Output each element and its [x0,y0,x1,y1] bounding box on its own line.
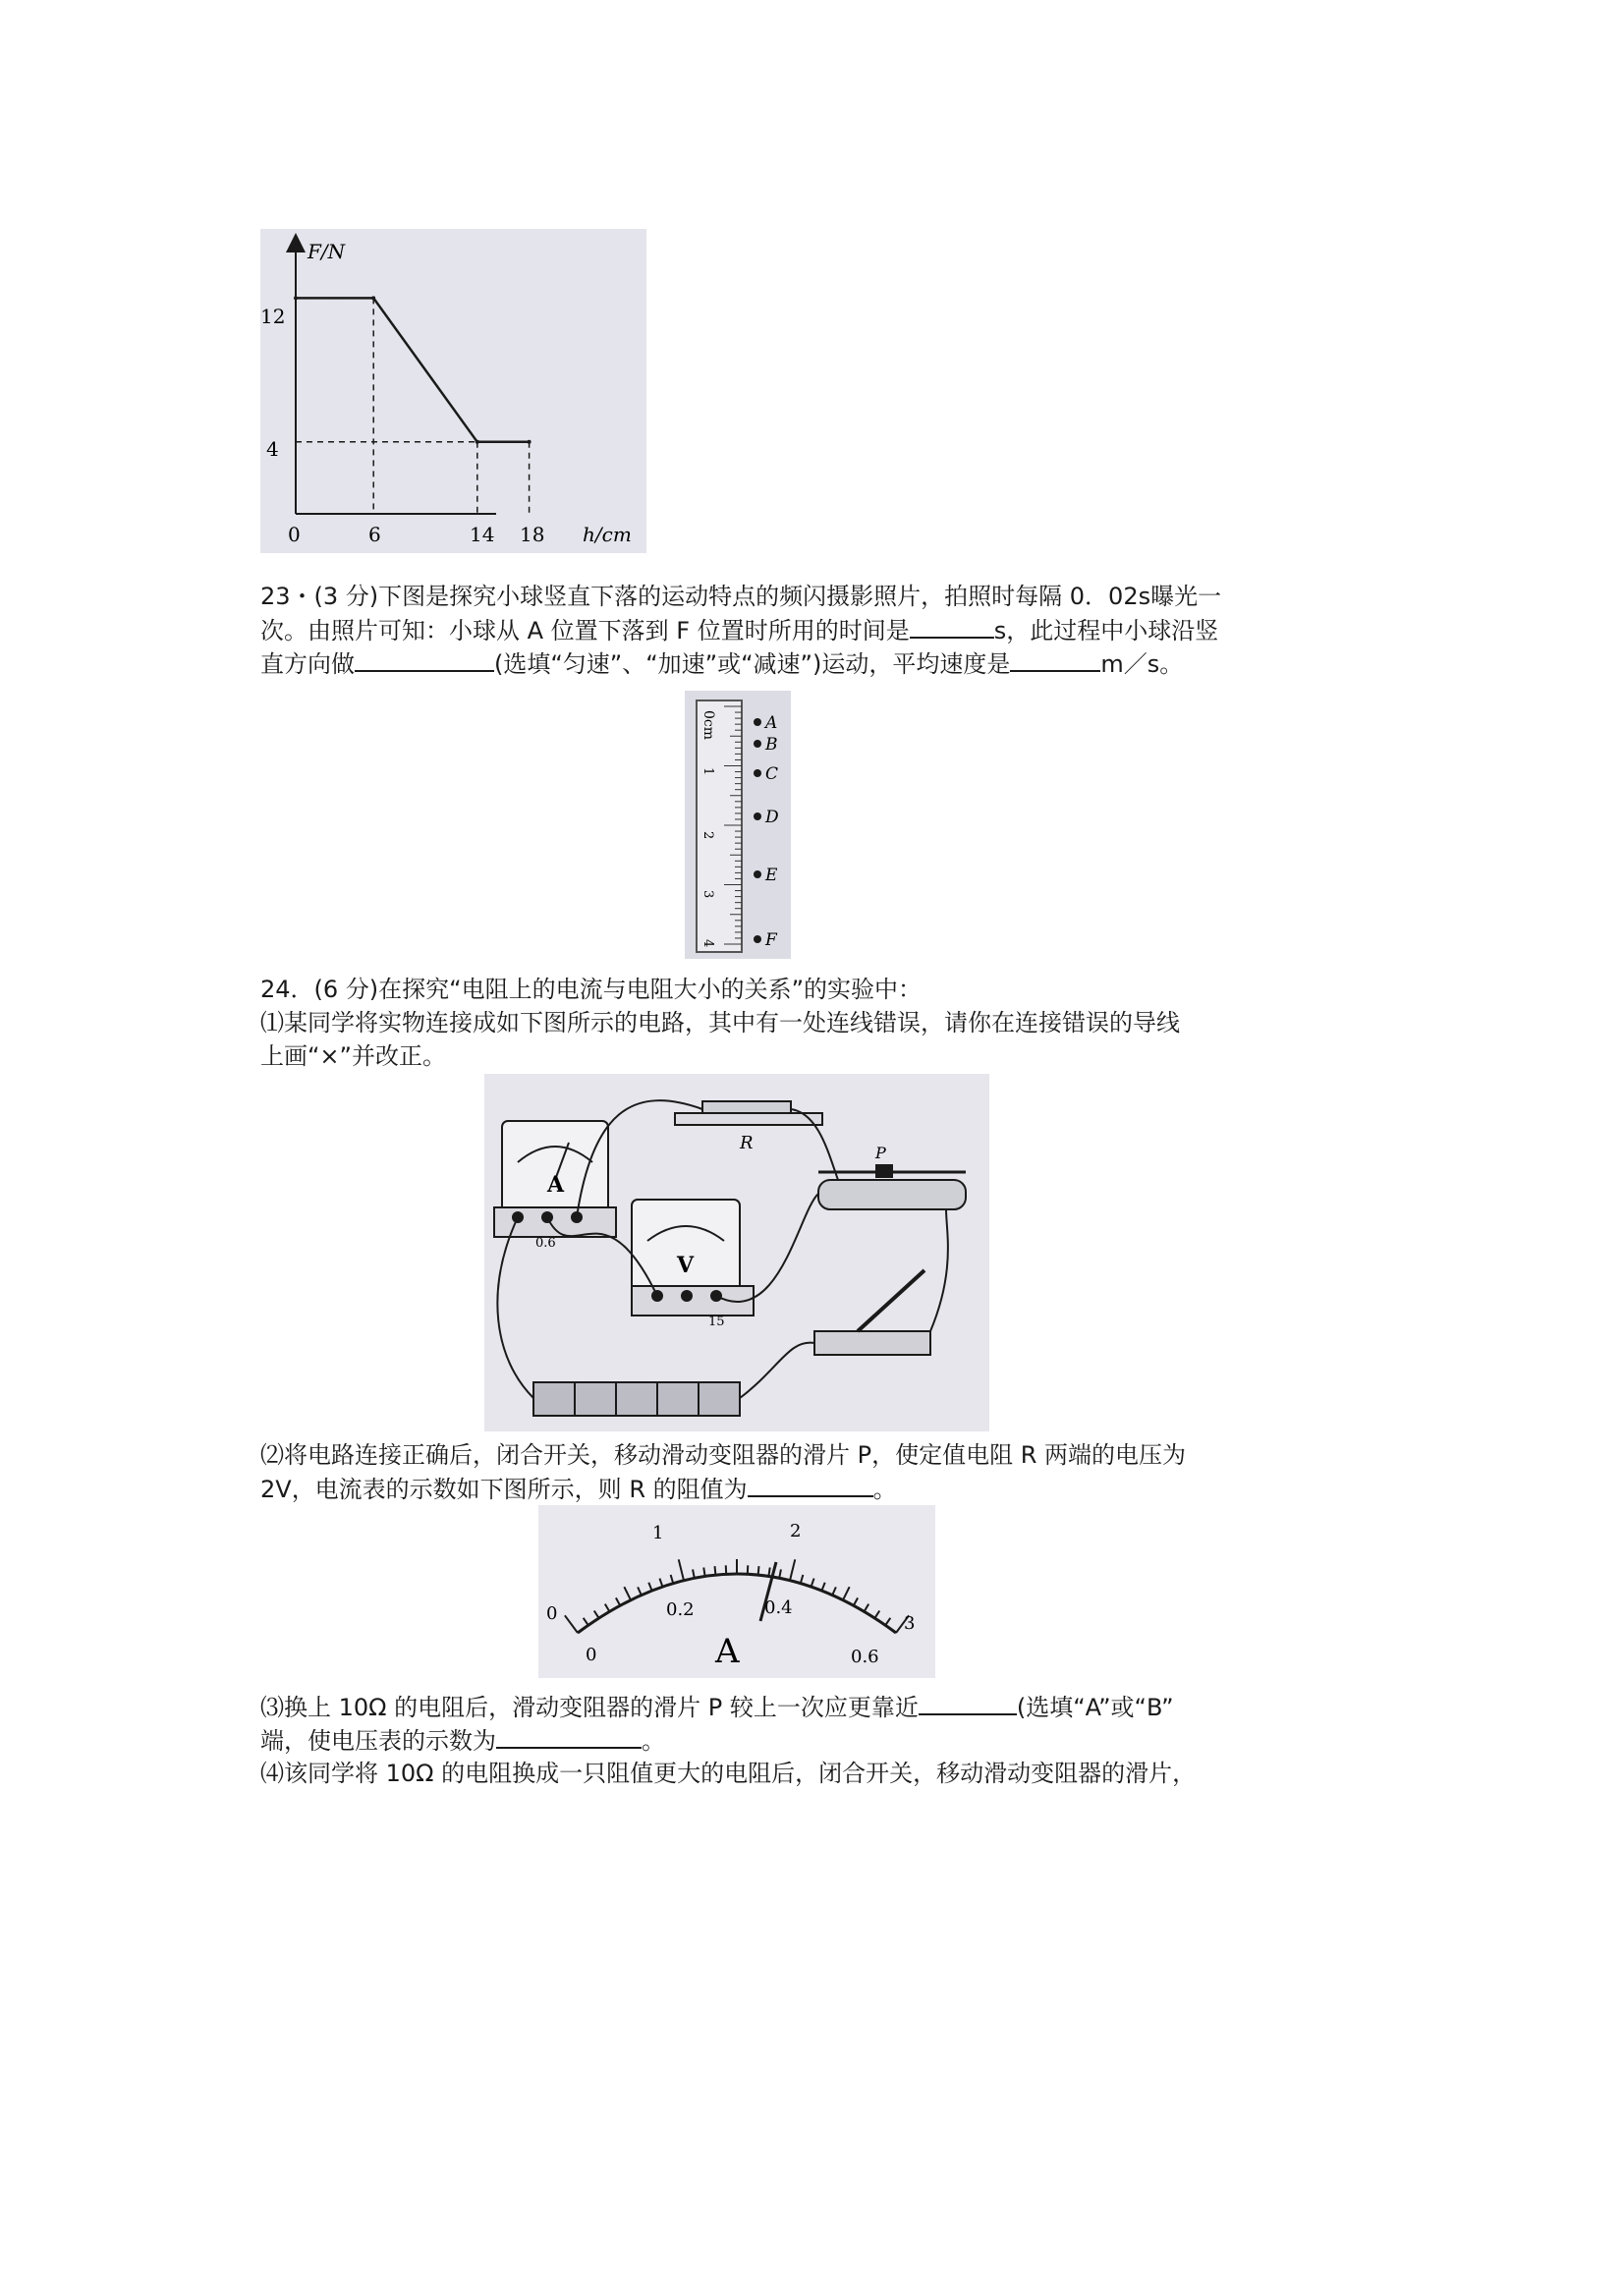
dial-tick [779,1569,781,1578]
force-point [476,440,479,444]
force-point [528,440,532,444]
q24-p3-text-d: 。 [642,1727,665,1755]
q24-blank-voltage[interactable] [496,1723,642,1749]
lower-tick-0: 0 [586,1645,597,1665]
q24-p4-line-1: ⑷该同学将 10Ω 的电阻换成一只阻值更大的电阻后，闭合开关，移动滑动变阻器的滑片， [260,1760,1197,1787]
q24-p2-line-2 [260,1472,1243,1506]
ammeter-dial [538,1505,935,1678]
q24-title: 24．(6 分)在探究“电阻上的电流与电阻大小的关系”的实验中： [260,976,923,1003]
q24-p2-text-a: 2V，电流表的示数如下图所示，则 R 的阻值为 [260,1476,748,1503]
dial-tick [832,1587,836,1595]
y-tick-12: 12 [260,305,286,328]
circuit-photo [484,1074,989,1431]
q24-p1-line-1: ⑴某同学将实物连接成如下图所示的电路，其中有一处连线错误，请你在连接错误的导线 [260,1009,1180,1036]
dial-arc [578,1574,896,1633]
y-axis-label: F/N [308,240,346,263]
q24-p3-text-b: (选填“A”或“B” [1016,1694,1174,1721]
q24-p2-line-1: ⑵将电路连接正确后，闭合开关，移动滑动变阻器的滑片 P，使定值电阻 R 两端的电压为 [260,1441,1187,1469]
q24-p2-text-b: 。 [872,1476,897,1503]
lower-tick-04: 0.4 [764,1597,793,1618]
ball-C [754,769,761,777]
ruler-num-2: 2 [700,831,715,840]
ball-D [754,812,761,820]
ball-E [754,870,761,878]
force-graph [260,229,646,553]
ruler-num-4: 4 [700,939,715,948]
x-tick-18: 18 [520,523,545,546]
dial-tick [565,1615,578,1633]
upper-tick-0: 0 [546,1603,558,1624]
q24-p1-line-2: 上画“×”并改正。 [260,1042,446,1070]
q24-p3-line-2 [260,1723,1243,1758]
q23-blank-time[interactable] [910,613,994,639]
dial-tick [768,1567,769,1576]
voltmeter-letter: V [677,1253,695,1278]
dial-tick [790,1559,795,1580]
ruler-num-1: 1 [700,767,715,776]
voltmeter-terminal: 15 [708,1315,725,1329]
force-point [294,296,298,300]
q24-blank-resistance[interactable] [748,1472,873,1497]
battery-pack [533,1382,740,1416]
dial-tick [594,1610,599,1618]
dial-tick [671,1575,674,1584]
upper-tick-1: 1 [652,1523,664,1543]
label-C: C [765,764,779,784]
dial-tick [801,1575,804,1584]
dial-tick [874,1610,879,1618]
x-tick-14: 14 [470,523,495,546]
ball-B [754,740,761,748]
q23-line-1: 23・(3 分)下图是探究小球竖直下落的运动特点的频闪摄影照片，拍照时每隔 0．02s曝光一 [260,583,1222,610]
q23-text-3c: m／s。 [1100,650,1184,678]
dial-tick [679,1559,684,1580]
dial-tick [616,1597,620,1605]
dial-tick [854,1597,858,1605]
ruler-unit: 0cm [700,710,716,741]
dial-svg [538,1505,935,1678]
q23-blank-speed[interactable] [1010,646,1100,672]
dial-tick [885,1618,890,1625]
strobe-ruler-photo [685,691,791,959]
label-B: B [765,735,778,755]
dial-tick [659,1579,662,1588]
q23-text-2b: s，此过程中小球沿竖 [993,617,1219,644]
lower-tick-02: 0.2 [666,1599,695,1620]
rheostat [818,1164,966,1209]
circuit-svg [484,1074,989,1431]
ammeter-terminal: 0.6 [535,1236,556,1251]
ball-F [754,935,761,943]
dial-tick [812,1579,814,1588]
dial-tick [865,1604,869,1612]
force-graph-svg [260,229,646,553]
ammeter-letter: A [547,1172,565,1198]
slider-letter: P [875,1144,886,1162]
dial-tick [758,1566,759,1575]
upper-tick-2: 2 [790,1521,802,1541]
q24-p3-text-c: 端，使电压表的示数为 [260,1727,496,1755]
x-tick-0: 0 [288,523,301,546]
y-tick-4: 4 [266,437,279,461]
label-D: D [765,808,779,827]
label-F: F [765,930,777,950]
x-tick-6: 6 [368,523,381,546]
switch [814,1270,930,1355]
x-axis-label: h/cm [583,523,632,546]
dial-tick [693,1569,695,1578]
dial-tick [703,1567,704,1576]
q23-line-3 [260,646,1243,681]
force-line [296,298,530,441]
upper-tick-3: 3 [904,1613,916,1634]
q23-line-2 [260,613,1243,647]
dial-unit: A [715,1632,740,1671]
dial-tick [605,1604,610,1612]
dial-tick [715,1566,716,1575]
q23-blank-motion[interactable] [355,646,494,672]
lower-tick-06: 0.6 [851,1647,879,1667]
dial-tick [638,1587,642,1595]
ruler-num-3: 3 [700,890,715,899]
dial-tick [821,1583,824,1591]
q24-p3-text-a: ⑶换上 10Ω 的电阻后，滑动变阻器的滑片 P 较上一次应更靠近 [260,1694,919,1721]
q24-p3-line-1 [260,1690,1243,1724]
ruler-svg [685,691,791,959]
q24-blank-end[interactable] [919,1690,1017,1715]
q23-text-2a: 次。由照片可知：小球从 A 位置下落到 F 位置时所用的时间是 [260,617,910,644]
dial-tick [843,1587,850,1599]
q23-text-3a: 直方向做 [260,650,355,678]
label-E: E [765,866,778,885]
resistor-letter: R [740,1133,754,1153]
dial-tick [648,1583,651,1591]
dial-tick [624,1587,631,1599]
q23-text-3b: (选填“匀速”、“加速”或“减速”)运动，平均速度是 [494,650,1011,678]
dial-tick [584,1618,588,1625]
label-A: A [765,713,778,733]
force-point [371,296,375,300]
ball-A [754,718,761,726]
